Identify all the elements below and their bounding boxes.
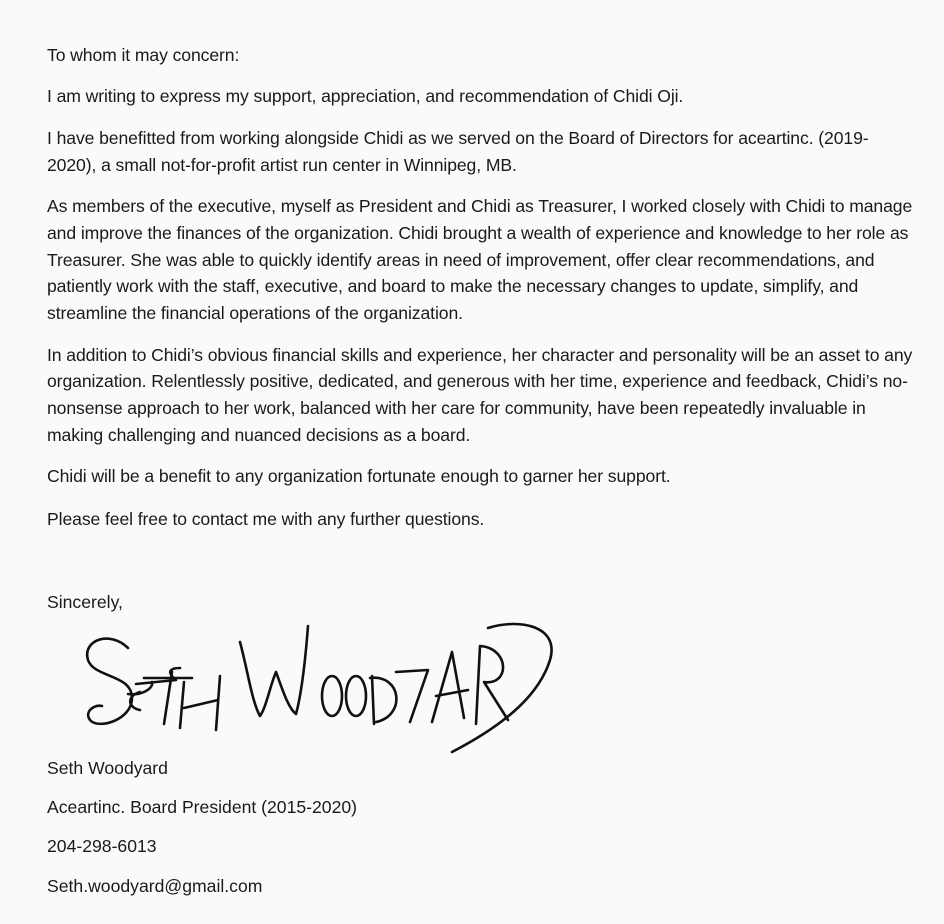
letter-body xyxy=(47,42,913,548)
paragraph-intro: I am writing to express my support, appreciation, and recommendation of Chidi Oji. xyxy=(47,86,684,107)
handwritten-signature xyxy=(80,612,560,762)
paragraph-character: In addition to Chidi’s obvious financial skills and experience, her character and personality will be an asset to any organization. Relentlessly positive, dedicated, and generous with her time, experience and feedback, Chidi’s no-nonsense approach to her work, balanced with her care for community, have been repeatedly invaluable in making challenging and nuanced decisions as a board. xyxy=(47,344,913,445)
signer-name: Seth Woodyard xyxy=(47,758,168,778)
signer-phone: 204-298-6013 xyxy=(47,836,157,856)
paragraph-contact: Please feel free to contact me with any further questions. xyxy=(47,509,485,530)
signer-title: Aceartinc. Board President (2015-2020) xyxy=(47,797,358,817)
paragraph-executive: As members of the executive, myself as President and Chidi as Treasurer, I worked closely with Chidi to manage and improve the finances of the organization. Chidi brought a wealth of experience and knowledge to her role as Treasurer. She was able to quickly identify areas in need of improvement, offer clear recommendations, and patiently work with the staff, executive, and board to make the necessary changes to update, simplify, and streamline the financial operations of the organization. xyxy=(47,195,913,324)
closing: Sincerely, xyxy=(47,592,123,612)
paragraph-board: I have benefitted from working alongside Chidi as we served on the Board of Directors for aceartinc. (2019-2020), a small not-for-profit artist run center in Winnipeg, MB. xyxy=(47,127,869,175)
paragraph-benefit: Chidi will be a benefit to any organization fortunate enough to garner her support. xyxy=(47,466,671,487)
signer-email: Seth.woodyard@gmail.com xyxy=(47,876,263,896)
salutation: To whom it may concern: xyxy=(47,45,240,65)
